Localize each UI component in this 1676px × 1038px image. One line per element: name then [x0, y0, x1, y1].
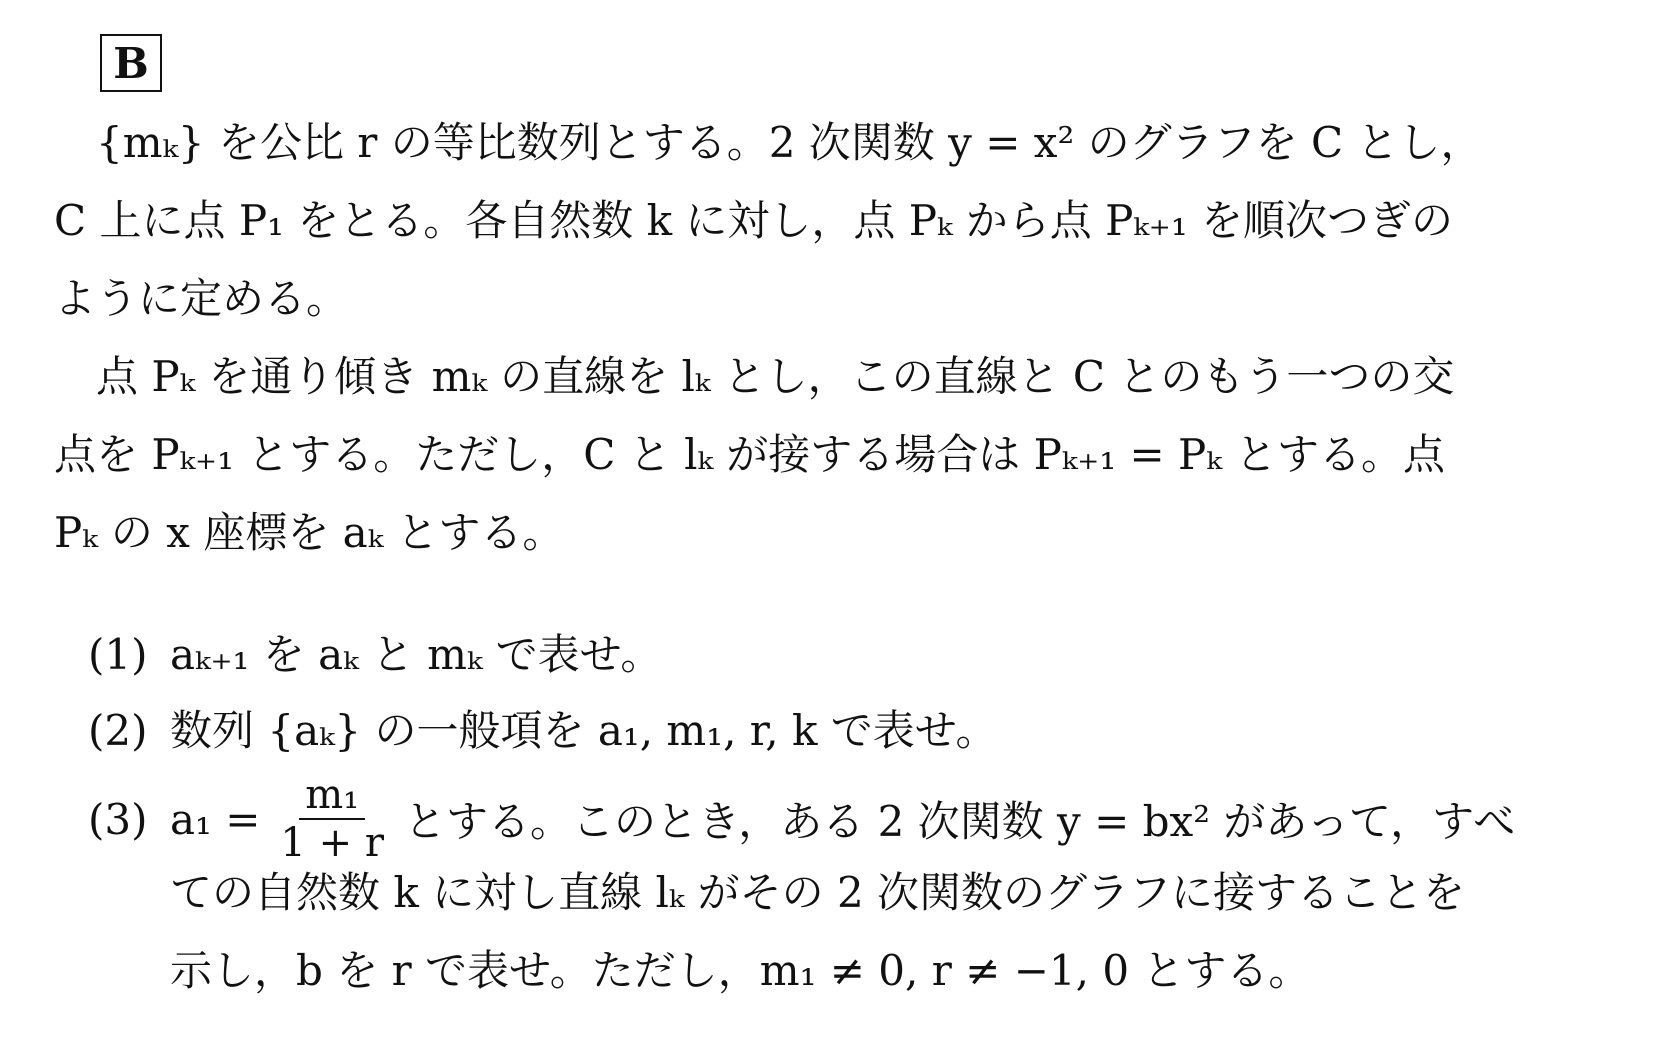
question-3-lhs: a₁ =	[170, 794, 261, 844]
question-2-text: 数列 {aₖ} の一般項を a₁, m₁, r, k で表せ。	[170, 706, 998, 755]
paragraph2-line1: 点 Pₖ を通り傾き mₖ の直線を lₖ とし，この直線と C とのもう一つの交	[54, 352, 1455, 401]
paragraph1-line1: {mₖ} を公比 r の等比数列とする。2 次関数 y = x² のグラフを C とし，	[54, 118, 1483, 167]
question-1	[88, 630, 662, 680]
paragraph1-line2: C 上に点 P₁ をとる。各自然数 k に対し，点 Pₖ から点 Pₖ₊₁ を順次つぎの	[54, 196, 1454, 245]
question-3-line1-rest: とする。このとき，ある 2 次関数 y = bx² があって，すべ	[403, 797, 1516, 846]
paragraph2-line3: Pₖ の x 座標を aₖ とする。	[54, 508, 565, 557]
paragraph1-line3: ように定める。	[54, 274, 349, 323]
question-3-fraction	[274, 774, 390, 864]
question-2	[88, 706, 998, 756]
paragraph2-line2: 点を Pₖ₊₁ とする。ただし，C と lₖ が接する場合は Pₖ₊₁ = Pₖ とする。点	[54, 430, 1445, 479]
question-1-number: (1)	[88, 630, 148, 679]
question-3-number: (3)	[88, 794, 148, 844]
problem-label: B	[113, 38, 149, 88]
question-2-number: (2)	[88, 706, 148, 755]
question-3-first-line	[88, 764, 1515, 874]
question-3-line3: 示し，b を r で表せ。ただし，m₁ ≠ 0, r ≠ −1, 0 とする。	[170, 946, 1311, 995]
question-1-text: aₖ₊₁ を aₖ と mₖ で表せ。	[170, 630, 663, 679]
fraction-denominator: 1 + r	[280, 820, 384, 866]
question-3-line2: ての自然数 k に対し直線 lₖ がその 2 次関数のグラフに接することを	[170, 868, 1466, 917]
fraction-numerator: m₁	[299, 774, 365, 820]
problem-label-box	[100, 34, 162, 92]
